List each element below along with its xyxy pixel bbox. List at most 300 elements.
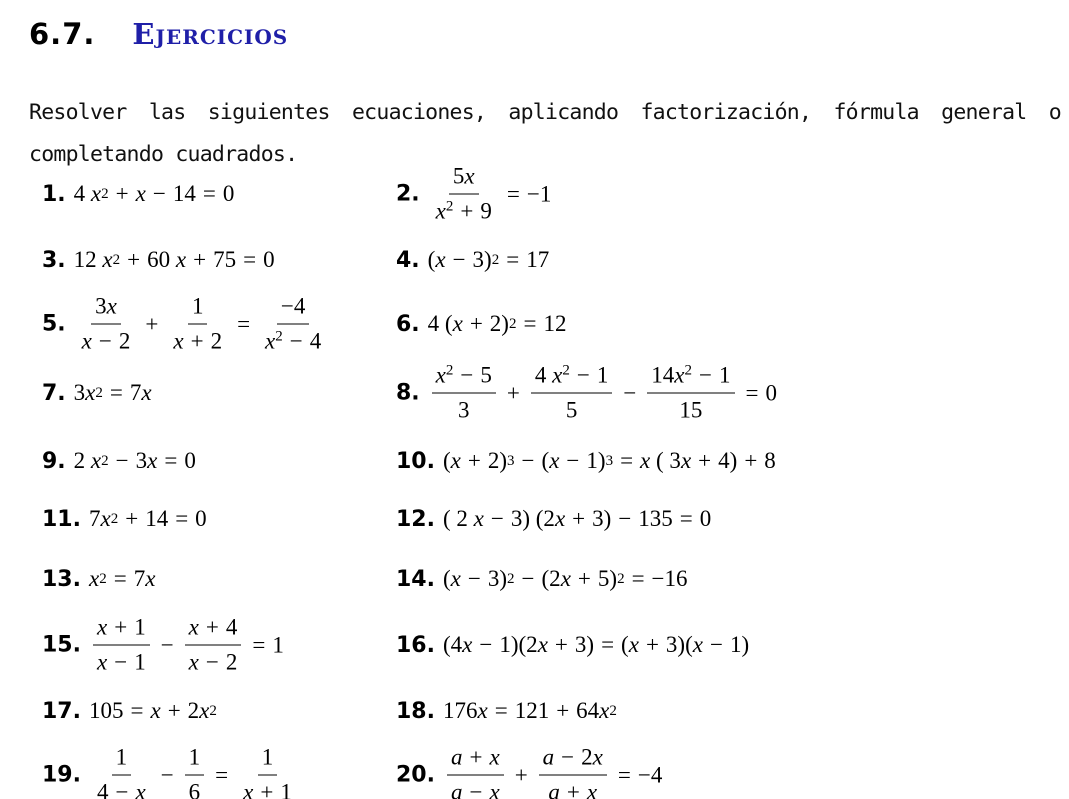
exercise-4 [396,247,549,273]
math-variable: x [90,448,102,473]
exercise-6 [396,311,566,337]
math-operator: + [469,744,483,770]
math-text: 3 [95,293,107,319]
math-operator: − [98,328,112,354]
math-operator: − [561,744,575,770]
math-variable: a [548,779,560,799]
math-text: 4 [534,362,553,388]
math-operator: − [576,362,590,388]
exercise-number: 6. [396,311,420,337]
math-operator: = [175,506,189,531]
math-text: 2 [73,448,91,473]
exercise-equation: ( x − 3) 2 = 17 [427,247,550,272]
math-variable: x [549,448,560,473]
math-variable: x [100,506,111,531]
math-operator: = [202,181,216,206]
math-operator: − [521,566,535,591]
exercise-equation: 105 = x + 2 x 2 [88,698,217,723]
math-operator: = [494,698,508,723]
exercise-equation: 7 x 2 + 14 = 0 [88,506,207,531]
math-text: 2 [118,328,131,354]
exercise-equation: 176 x = 121 + 64 x 2 [442,698,617,723]
math-operator: − [521,448,535,473]
math-variable: x [435,362,446,388]
math-text: ( [427,247,436,272]
fraction-denominator [239,776,296,799]
math-operator: = [601,632,615,657]
math-text: 0 [184,448,196,473]
math-operator: = [113,566,127,591]
math-operator: + [190,328,204,354]
math-text: −1 [526,181,552,206]
math-variable: x [135,779,146,799]
math-operator: − [479,632,493,657]
math-text: 121 [514,698,550,723]
math-text: 1 [272,632,284,657]
math-variable: x [477,698,488,723]
math-variable: x [90,181,102,206]
math-text: 2 [210,328,223,354]
exercise-equation [89,614,284,677]
exercise-17 [42,698,217,724]
math-operator: = [617,762,631,787]
math-operator: + [698,448,712,473]
exercise-15 [42,614,284,677]
fraction-numerator [112,744,132,776]
fraction [647,362,734,425]
fraction [93,614,150,677]
fraction-numerator [531,362,612,394]
math-text: 3) [487,566,508,591]
math-operator: + [506,380,520,405]
math-variable: x [175,247,187,272]
math-text: 7 [129,380,142,405]
math-text: ( 3 [650,448,681,473]
math-text: ( 2 [442,506,474,531]
exercise-number: 17. [42,698,81,724]
fraction-denominator [454,394,474,425]
exercise-10 [396,448,776,474]
exercise-19 [42,744,300,799]
math-operator: + [115,181,129,206]
math-exponent: 2 [445,362,454,379]
math-text: ( [442,566,451,591]
exercise-16 [396,632,749,658]
math-variable: a [542,744,555,770]
math-operator: − [115,779,129,799]
fraction [185,614,242,677]
math-operator: = [164,448,178,473]
math-operator: − [490,506,504,531]
fraction-denominator [261,325,325,356]
fraction-numerator [188,293,208,325]
math-variable: x [96,649,108,675]
math-text: 1) [586,448,606,473]
fraction-denominator [169,325,226,356]
math-text: 0 [195,506,207,531]
exercise-equation: x 2 = 7 x [88,566,156,591]
exercise-11 [42,506,207,532]
exercise-number: 20. [396,762,435,788]
fraction [185,744,205,799]
exercise-number: 16. [396,632,435,658]
math-variable: x [85,380,96,405]
fraction-denominator [93,646,150,677]
math-text: 0 [222,181,235,206]
math-text: 5) [597,566,618,591]
section-title: Ejercicios [132,17,289,51]
math-text: 3) (2 [510,506,555,531]
math-text: 1 [134,649,146,675]
math-variable: x [265,328,276,354]
math-text: 1 [134,614,146,640]
math-text: 2) [487,448,508,473]
math-variable: x [106,293,117,319]
math-variable: x [450,566,461,591]
math-text: 7 [133,566,146,591]
math-operator: + [554,632,568,657]
math-text: 75 [213,247,237,272]
math-operator: + [645,632,659,657]
math-operator: − [114,649,128,675]
math-variable: x [173,328,184,354]
fraction [261,293,325,356]
math-variable: x [464,163,475,189]
fraction [169,293,226,356]
math-variable: x [674,362,685,388]
math-operator: + [744,448,758,473]
math-variable: x [150,698,161,723]
math-variable: x [135,181,146,206]
math-variable: x [489,744,500,770]
math-exponent: 2 [684,362,693,379]
math-operator: + [460,198,474,224]
math-operator: − [469,779,483,799]
math-variable: x [552,362,563,388]
math-operator: = [243,247,257,272]
fraction-numerator [93,614,150,646]
exercise-equation [443,632,749,658]
math-variable: x [473,506,484,531]
math-text: 12 [543,311,567,336]
math-exponent: 2 [562,362,570,379]
math-operator: − [460,362,474,388]
math-operator: − [618,506,632,531]
exercise-number: 7. [42,380,66,406]
fraction-numerator [447,744,504,776]
exercise-12 [396,506,711,532]
fraction [93,744,150,799]
math-operator: = [745,380,759,405]
math-text: (2 [541,566,561,591]
math-operator: − [699,362,712,388]
math-text: ( [541,448,550,473]
math-operator: + [566,779,580,799]
math-variable: x [141,380,152,405]
math-variable: x [145,566,156,591]
math-text: 2 [187,698,200,723]
math-text: 3 [73,380,86,405]
exercise-number: 2. [396,181,420,207]
math-text: 3) [574,632,595,657]
fraction [531,362,612,425]
math-variable: x [680,448,692,473]
math-text: 9 [480,198,492,224]
math-variable: x [489,779,500,799]
math-operator: = [215,762,229,787]
math-variable: x [188,614,199,640]
math-variable: x [435,247,446,272]
math-variable: x [435,198,446,224]
math-variable: x [199,698,210,723]
exercise-number: 19. [42,762,81,788]
exercise-equation [89,744,300,799]
math-variable: x [592,744,603,770]
math-operator: + [193,247,207,272]
exercise-number: 9. [42,448,66,474]
exercise-1 [42,181,234,207]
fraction-numerator [185,744,205,776]
math-text: 1 [596,362,609,388]
math-variable: x [586,779,598,799]
math-text: 3 [135,448,148,473]
math-text: 176 [442,698,478,723]
exercise-equation: ( x − 3) 2 − (2 x + 5) 2 = −16 [442,566,688,591]
fraction-numerator [185,614,242,646]
math-operator: = [523,311,537,336]
math-text: 1 [261,744,274,770]
math-text: 4) [718,448,738,473]
exercise-equation: 3 x 2 = 7 x [73,380,152,405]
fraction-denominator [544,776,601,799]
math-variable: x [88,566,100,591]
math-operator: − [152,181,166,206]
math-operator: + [469,311,483,336]
math-operator: = [237,311,251,336]
math-text: 0 [765,380,777,405]
math-text: 60 [147,247,176,272]
exercise-number: 5. [42,311,66,337]
math-text: 6 [188,779,201,799]
exercise-7 [42,380,152,406]
fraction [239,744,296,799]
math-text: 3) [592,506,612,531]
math-variable: x [628,632,639,657]
fraction [447,744,504,799]
fraction-numerator [647,362,734,394]
math-text: 1 [188,744,201,770]
math-text: 3) [472,247,492,272]
math-text: 1 [280,779,292,799]
math-text: 4 [73,181,91,206]
math-text: 12 [73,247,103,272]
exercise-9 [42,448,196,474]
fraction-numerator [91,293,121,325]
math-operator: − [566,448,580,473]
math-text: 14 [651,362,675,388]
math-text: (4 [442,632,463,657]
fraction-numerator [539,744,607,776]
exercise-number: 15. [42,632,81,658]
fraction-denominator [93,776,150,799]
fraction-denominator [185,776,205,799]
math-variable: x [554,506,566,531]
math-variable: x [462,632,473,657]
math-variable: x [243,779,254,799]
math-variable: x [599,698,610,723]
math-operator: + [167,698,181,723]
exercise-number: 3. [42,247,66,273]
exercise-equation: 4 x 2 + x − 14 = 0 [73,181,235,206]
exercise-equation [428,362,777,425]
exercise-equation [428,163,552,226]
math-operator: = [506,247,520,272]
exercise-equation: 4 ( x + 2) 2 = 12 [427,311,567,336]
fraction-denominator [185,646,242,677]
math-text: ( [442,448,451,473]
math-text: 135 [638,506,673,531]
math-operator: − [452,247,466,272]
math-operator: = [631,566,645,591]
exercise-equation [443,506,711,532]
math-variable: x [452,311,463,336]
math-variable: x [560,566,571,591]
math-operator: + [114,614,128,640]
exercise-5 [42,293,329,356]
fraction [432,163,496,226]
math-operator: + [205,614,219,640]
math-operator: + [127,247,141,272]
fraction-denominator [432,195,496,226]
math-operator: − [623,380,637,405]
math-text: 1 [719,362,731,388]
fraction-numerator [432,362,496,394]
fraction [539,744,607,799]
math-text: 2 [225,649,238,675]
exercise-number: 1. [42,181,66,207]
math-text: 5 [480,362,492,388]
math-text: 5 [452,163,465,189]
math-operator: + [125,506,139,531]
math-variable: x [692,632,703,657]
math-operator: − [115,448,129,473]
math-operator: + [572,506,586,531]
exercise-number: 11. [42,506,81,532]
math-text: 0 [263,247,275,272]
math-variable: x [188,649,199,675]
math-operator: − [160,632,174,657]
math-variable: x [102,247,113,272]
instructions-paragraph: Resolver las siguientes ecuaciones, aplicando factorización, fórmula general o completando cuadrados. [29,100,1061,167]
math-operator: = [109,380,123,405]
math-variable: a [450,744,463,770]
math-variable: x [96,614,108,640]
math-operator: + [145,311,159,336]
math-operator: = [252,632,266,657]
math-text: 8 [764,448,776,473]
fraction-denominator [78,325,135,356]
exercise-20 [396,744,662,799]
math-variable: x [537,632,548,657]
math-text: 14 [145,506,169,531]
math-text: 7 [88,506,101,531]
math-text: 4 [309,328,322,354]
math-operator: − [289,328,303,354]
math-text: 1)(2 [499,632,538,657]
exercise-3 [42,247,275,273]
exercise-number: 12. [396,506,435,532]
exercise-number: 4. [396,247,420,273]
math-text: 64 [576,698,600,723]
math-operator: + [260,779,274,799]
math-text: 17 [526,247,550,272]
math-text: 1 [115,744,128,770]
exercise-8 [396,362,777,425]
math-text: −16 [651,566,688,591]
math-text: 2) [489,311,509,336]
math-text: 5 [565,397,578,423]
exercise-2 [396,163,551,226]
math-operator: − [160,762,174,787]
math-operator: + [577,566,591,591]
math-text: 3)( [665,632,693,657]
fraction-numerator [277,293,309,325]
math-text: 15 [679,397,703,423]
math-text: 2 [581,744,593,770]
math-text: 0 [699,506,712,531]
math-text: 1 [191,293,204,319]
exercise-number: 14. [396,566,435,592]
exercise-14 [396,566,688,592]
math-operator: + [556,698,570,723]
math-text: 4 [96,779,109,799]
exercise-equation: ( x + 2) 3 − ( x − 1) 3 = x ( 3 x + 4) + 8 [442,448,776,473]
fraction [78,293,135,356]
math-variable: x [81,328,92,354]
fraction-denominator [447,776,504,799]
math-exponent: 2 [275,328,283,345]
exercise-13 [42,566,155,592]
math-variable: x [450,448,461,473]
math-text: ( [621,632,629,657]
exercise-number: 10. [396,448,435,474]
math-operator: = [130,698,144,723]
fraction-numerator [258,744,278,776]
exercise-18 [396,698,617,724]
math-operator: − [467,566,481,591]
exercise-equation: 2 x 2 − 3 x = 0 [73,448,196,473]
math-exponent: 2 [445,198,454,215]
math-text: 1) [729,632,750,657]
fraction-denominator [562,394,582,425]
fraction-numerator [449,163,479,195]
math-text: −4 [280,293,306,319]
math-operator: − [709,632,723,657]
exercise-equation [74,293,330,356]
math-variable: a [450,779,463,799]
math-text: 4 [225,614,238,640]
math-text: 14 [172,181,196,206]
math-operator: − [205,649,219,675]
math-operator: + [467,448,481,473]
math-text: −4 [637,762,663,787]
exercise-number: 18. [396,698,435,724]
exercise-number: 8. [396,380,420,406]
math-operator: = [679,506,693,531]
exercise-equation: 12 x 2 + 60 x + 75 = 0 [73,247,275,272]
math-text: 105 [88,698,124,723]
math-variable: x [147,448,158,473]
